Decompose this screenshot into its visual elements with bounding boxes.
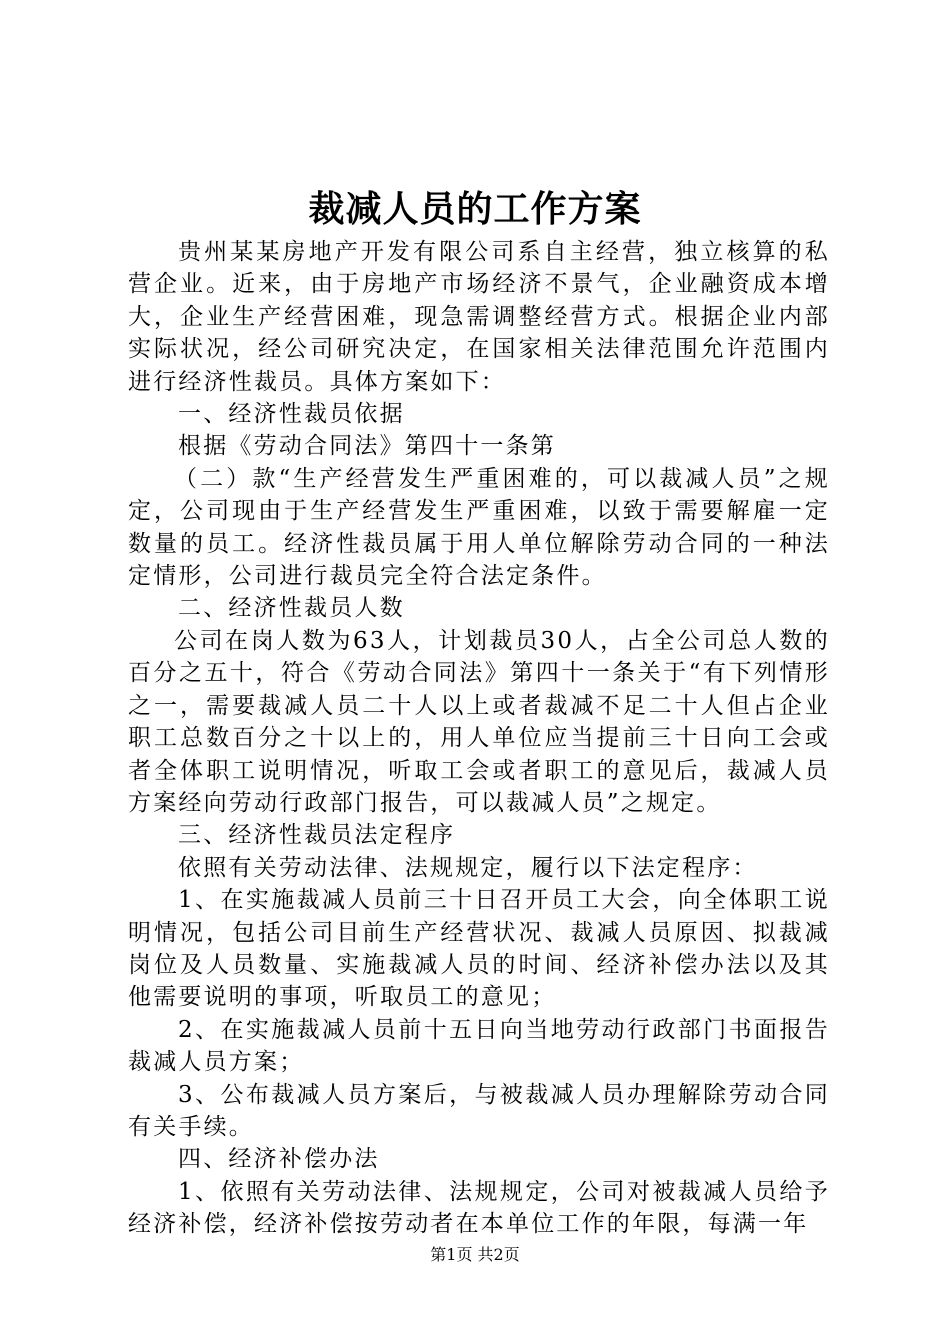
document-title: 裁减人员的工作方案 <box>308 188 642 230</box>
section-heading-2: 二、经济性裁员人数 <box>178 595 405 622</box>
section-heading-1: 一、经济性裁员依据 <box>178 401 405 428</box>
document-body <box>128 236 830 1241</box>
paragraph-basis-line: 根据《劳动合同法》第四十一条第 <box>178 433 556 460</box>
procedure-item-1: 1、在实施裁减人员前三十日召开员工大会，向全体职工说明情况，包括公司目前生产经营状况、裁减人员原因、拟裁减岗位及人员数量、实施裁减人员的时间、经济补偿办法以及其他需要说明的事项，听取员工的意见； <box>128 887 830 1011</box>
section-heading-3: 三、经济性裁员法定程序 <box>178 822 456 849</box>
section-heading-4: 四、经济补偿办法 <box>178 1146 380 1173</box>
paragraph-procedure-intro: 依照有关劳动法律、法规规定，履行以下法定程序： <box>178 854 758 881</box>
page-footer: 第1页 共2页 <box>430 1245 520 1264</box>
compensation-item-1: 1、依照有关劳动法律、法规规定，公司对被裁减人员给予经济补偿，经济补偿按劳动者在本单位工作的年限，每满一年 <box>128 1178 830 1238</box>
procedure-item-3: 3、公布裁减人员方案后，与被裁减人员办理解除劳动合同有关手续。 <box>128 1081 830 1140</box>
intro-paragraph: 贵州某某房地产开发有限公司系自主经营，独立核算的私营企业。近来，由于房地产市场经济不景气，企业融资成本增大，企业生产经营困难，现急需调整经营方式。根据企业内部实际状况，经公司研究决定，在国家相关法律范围允许范围内进行经济性裁员。具体方案如下： <box>128 239 830 395</box>
procedure-item-2: 2、在实施裁减人员前十五日向当地劳动行政部门书面报告裁减人员方案； <box>128 1016 830 1076</box>
paragraph-headcount: 公司在岗人数为63人，计划裁员30人，占全公司总人数的百分之五十，符合《劳动合同法》第四十一条关于“有下列情形之一，需要裁减人员二十人以上或者裁减不足二十人但占企业职工总数百分之十以上的，用人单位应当提前三十日向工会或者全体职工说明情况，听取工会或者职工的意见后，裁减人员方案经向劳动行政部门报告，可以裁减人员”之规定。 <box>128 627 830 816</box>
paragraph-basis-detail: （二）款“生产经营发生严重困难的，可以裁减人员”之规定，公司现由于生产经营发生严重困难，以致于需要解雇一定数量的员工。经济性裁员属于用人单位解除劳动合同的一种法定情形，公司进行裁员完全符合法定条件。 <box>128 465 830 590</box>
